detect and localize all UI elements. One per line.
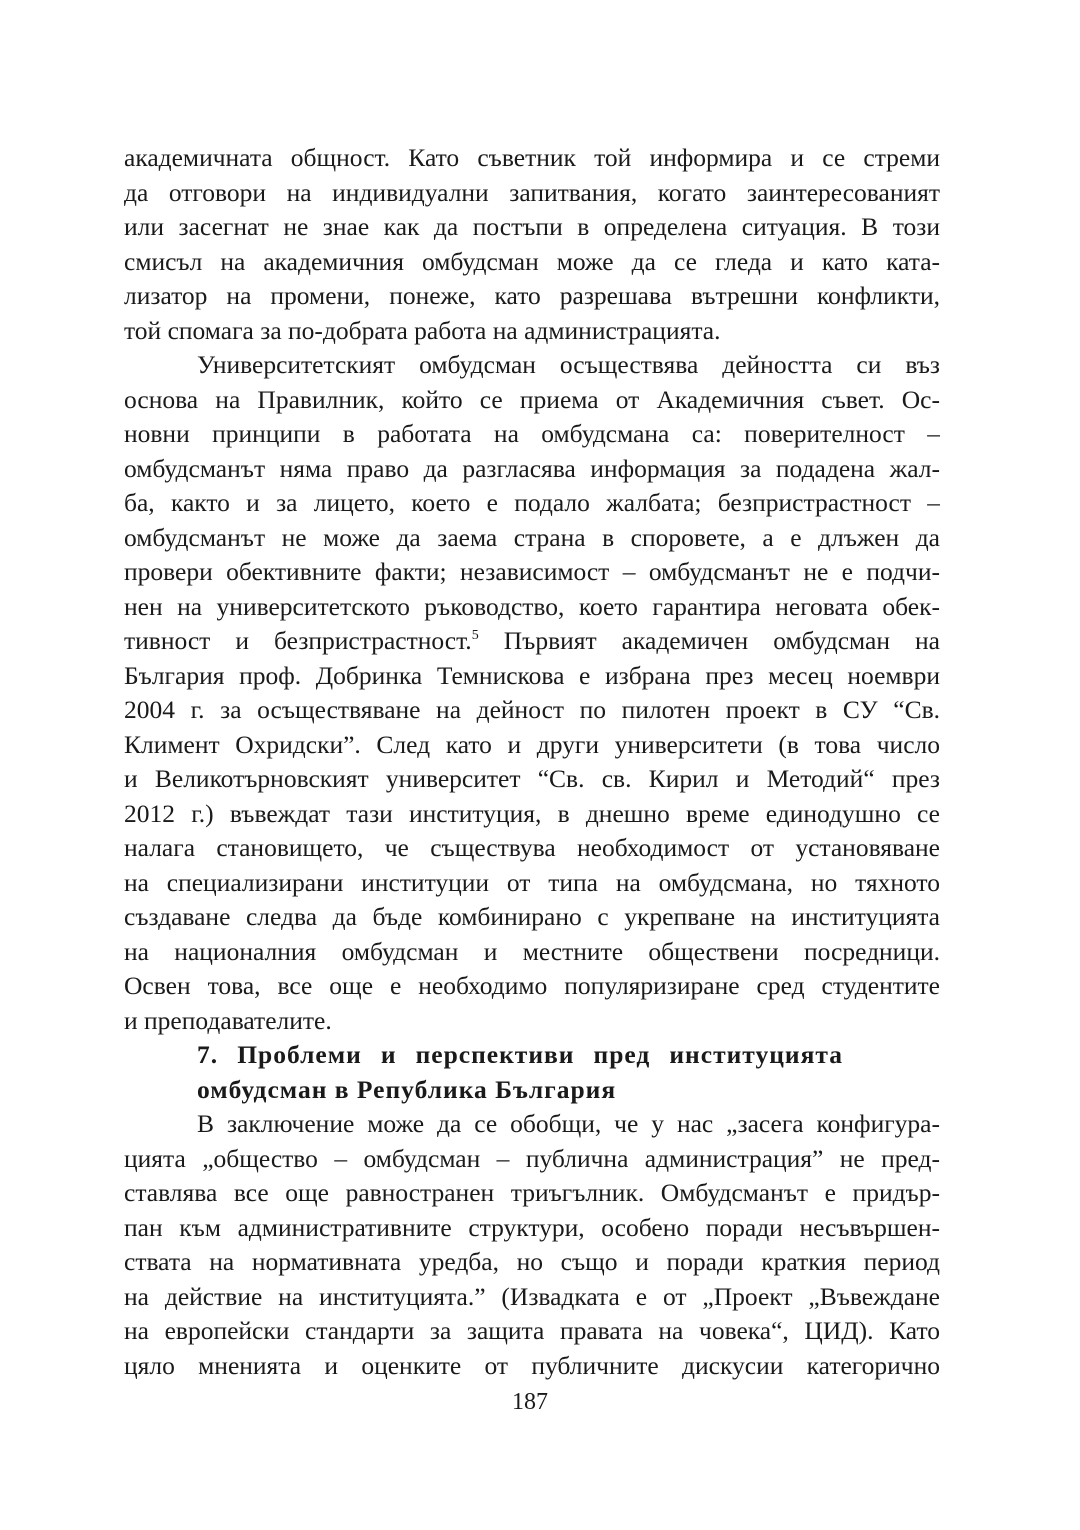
text-line: лизатор на промени, понеже, като разрешава вътрешни конфликти, — [124, 281, 940, 310]
text-line: той спомага за по-добрата работа на администрацията. — [124, 315, 721, 345]
text-line: Климент Охридски”. След като и други университети (в това число — [124, 729, 940, 759]
paragraph — [124, 141, 940, 348]
body-text — [124, 141, 940, 1383]
text-line: провери обективните факти; независимост – омбудсманът не е подчи- — [124, 557, 940, 586]
text-line: пан към административните структури, особено поради несъвършен- — [124, 1212, 940, 1242]
text-line: омбудсманът няма право да разгласява информация за подадена жал- — [124, 453, 940, 483]
text-line: цяло мненията и оценките от публичните дискусии категорично — [124, 1350, 940, 1380]
text-line: новни принципи в работата на омбудсмана са: поверителност – — [124, 419, 940, 448]
text-line: ствата на нормативната уредба, но също и поради краткия период — [124, 1247, 940, 1276]
text-fragment: тивност и безпристрастност. — [124, 626, 472, 655]
section-heading-line: омбудсман в Република България — [197, 1074, 617, 1104]
section-heading — [124, 1038, 940, 1107]
text-line: академичната общност. Като съветник той информира и се стреми — [124, 143, 940, 172]
text-line: 2012 г.) въвеждат тази институция, в днешно време единодушно се — [124, 798, 940, 828]
paragraph — [124, 1107, 940, 1383]
text-line: Университетският омбудсман осъществява дейността си въз — [197, 350, 940, 379]
section-heading-line: 7. Проблеми и перспективи пред институцията — [197, 1040, 843, 1069]
paragraph — [124, 348, 940, 1038]
text-line: ставлява все още равностранен триъгълник. Омбудсманът е придър- — [124, 1178, 940, 1207]
text-line: България проф. Добринка Темнискова е избрана през месец ноември — [124, 660, 940, 690]
text-line: Освен това, все още е необходимо популяризиране сред студентите — [124, 971, 940, 1000]
text-line: създаване следва да бъде комбинирано с укрепване на институцията — [124, 902, 940, 931]
text-line: налага становището, че съществува необходимост от установяване — [124, 833, 940, 862]
page-number: 187 — [512, 1389, 548, 1415]
text-line: да отговори на индивидуални запитвания, когато заинтересованият — [124, 177, 940, 207]
text-fragment: Първият академичен омбудсман на — [478, 626, 940, 655]
text-line: 2004 г. за осъществяване на дейност по пилотен проект в СУ “Св. — [124, 695, 940, 724]
text-line: и преподавателите. — [124, 1005, 332, 1035]
text-line: на действие на институцията.” (Извадката е от „Проект „Въвеждане — [124, 1281, 940, 1311]
text-line: цията „общество – омбудсман – публична администрация” не пред- — [124, 1143, 940, 1173]
text-line: или засегнат не знае как да постъпи в определена ситуация. В този — [124, 212, 940, 241]
text-line: и Великотърновският университет “Св. св. Кирил и Методий“ през — [124, 764, 940, 793]
footnote-reference[interactable]: 5 — [471, 628, 479, 643]
text-line: на европейски стандарти за защита правата на човека“, ЦИД). Като — [124, 1316, 940, 1345]
text-line: омбудсманът не може да заема страна в споровете, а е длъжен да — [124, 522, 940, 552]
text-line: смисъл на академичния омбудсман може да се гледа и като ката- — [124, 246, 940, 276]
text-line: ба, както и за лицето, което е подало жалбата; безпристрастност – — [124, 488, 940, 517]
text-line: основа на Правилник, който се приема от Академичния съвет. Ос- — [124, 384, 940, 414]
text-line — [124, 624, 940, 659]
text-line: В заключение може да се обобщи, че у нас „засега конфигура- — [197, 1109, 940, 1138]
text-line: на специализирани институции от типа на омбудсмана, но тяхното — [124, 867, 940, 897]
text-line: нен на университетското ръководство, което гарантира неговата обек- — [124, 591, 940, 621]
text-line: на националния омбудсман и местните обществени посредници. — [124, 936, 940, 966]
